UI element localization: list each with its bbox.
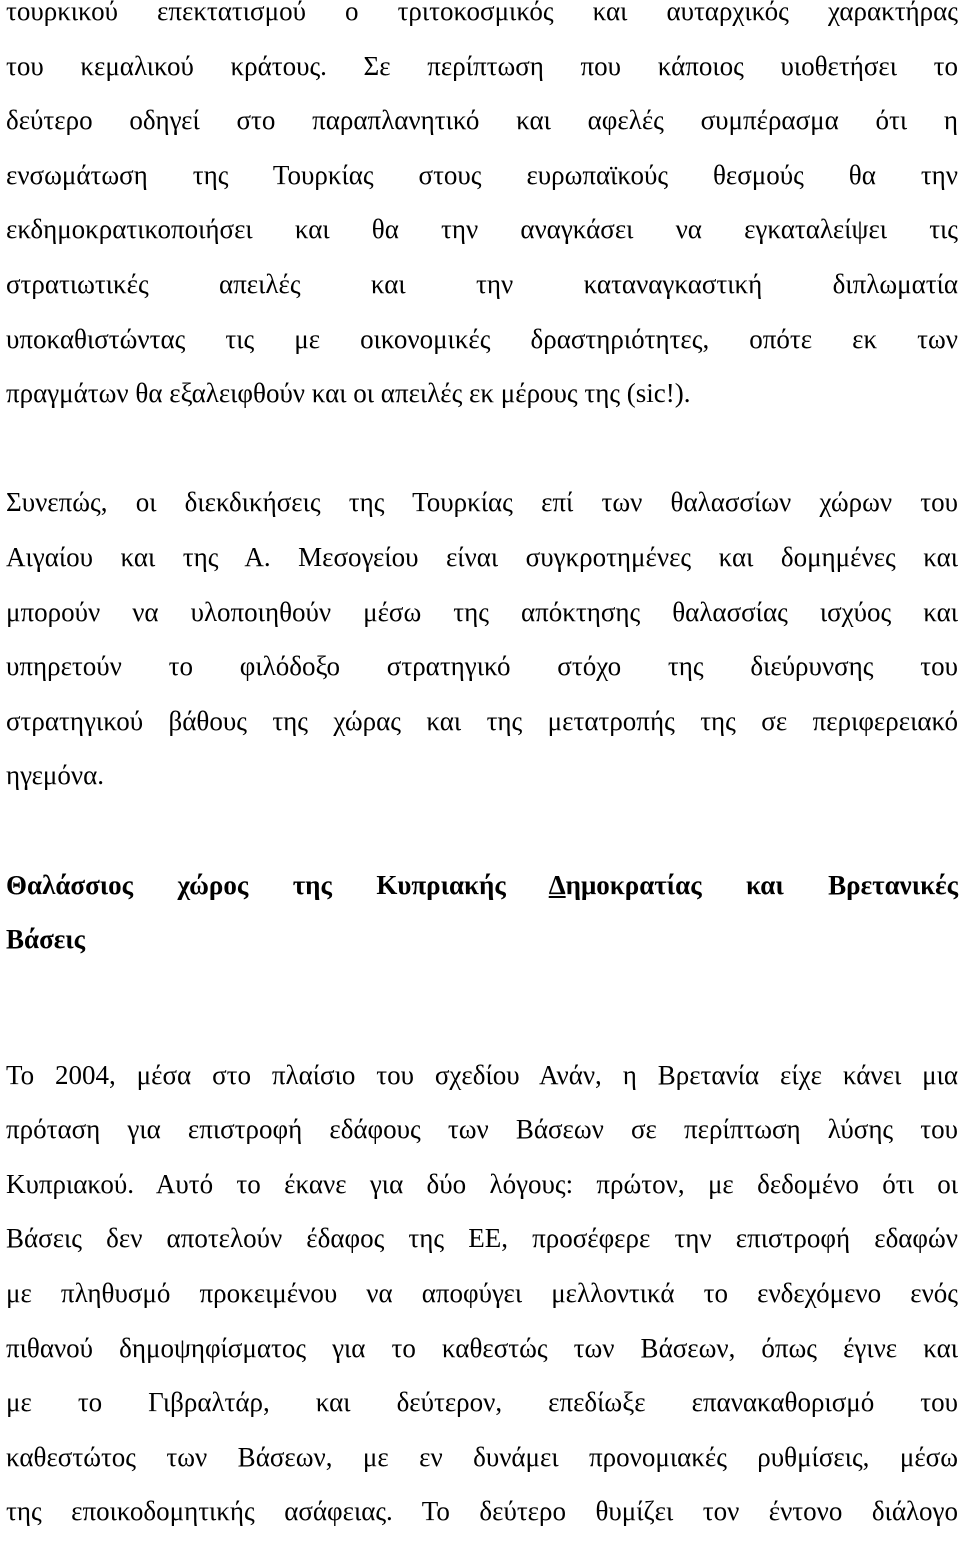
text-line: Βάσεις δεν αποτελούν έδαφος της ΕΕ, προσέφερε την επιστροφή εδαφών: [6, 1223, 958, 1254]
text-line: υπηρετούν το φιλόδοξο στρατηγικό στόχο της διεύρυνσης του: [6, 651, 958, 682]
text-line: εκδημοκρατικοποιήσει και θα την αναγκάσει να εγκαταλείψει τις: [6, 214, 958, 245]
heading-line: [6, 858, 958, 913]
text-line: του κεμαλικού κράτους. Σε περίπτωση που κάποιος υιοθετήσει το: [6, 50, 958, 81]
text-line: μπορούν να υλοποιηθούν μέσω της απόκτησης θαλασσίας ισχύος και: [6, 596, 958, 627]
text-line: πρόταση για επιστροφή εδάφους των Βάσεων σε περίπτωση λύσης του: [6, 1114, 958, 1145]
text-line: πιθανού δημοψηφίσματος για το καθεστώς των Βάσεων, όπως έγινε και: [6, 1332, 958, 1363]
text-line: τουρκικού επεκτατισμού ο τριτοκοσμικός και αυταρχικός χαρακτήρας: [6, 0, 958, 26]
text-line: υποκαθιστώντας τις με οικονομικές δραστηριότητες, οπότε εκ των: [6, 323, 958, 354]
heading-text: Θαλάσσιος χώρος της Κυπριακής: [6, 869, 549, 900]
text-line: πραγμάτων θα εξαλειφθούν και οι απειλές εκ μέρους της (sic!).: [6, 378, 691, 409]
paragraph-turkish-expansionism: [6, 0, 958, 421]
paragraph-annan-plan: [6, 1048, 958, 1539]
paragraph-spacer: [6, 803, 958, 858]
document-page: [6, 0, 958, 1539]
text-line: Συνεπώς, οι διεκδικήσεις της Τουρκίας επί των θαλασσίων χώρων του: [6, 487, 958, 518]
text-line: με το Γιβραλτάρ, και δεύτερον, επεδίωξε επανακαθορισμό του: [6, 1387, 958, 1418]
text-line: Κυπριακού. Αυτό το έκανε για δύο λόγους: πρώτον, με δεδομένο ότι οι: [6, 1168, 958, 1199]
text-line: της εποικοδομητικής ασάφειας. Το δεύτερο θυμίζει τον έντονο διάλογο: [6, 1496, 958, 1527]
text-line: στρατιωτικές απειλές και την καταναγκαστική διπλωματία: [6, 268, 958, 299]
text-line: δεύτερο οδηγεί στο παραπλανητικό και αφελές συμπέρασμα ότι η: [6, 105, 958, 136]
text-line: καθεστώτος των Βάσεων, με εν δυνάμει προνομιακές ρυθμίσεις, μέσω: [6, 1441, 958, 1472]
text-line: Το 2004, μέσα στο πλαίσιο του σχεδίου Ανάν, η Βρετανία είχε κάνει μια: [6, 1059, 958, 1090]
text-line: ενσωμάτωση της Τουρκίας στους ευρωπαϊκούς θεσμούς θα την: [6, 159, 958, 190]
heading-underlined-letter: Δ: [548, 869, 566, 900]
section-heading: [6, 858, 958, 967]
text-line: στρατηγικού βάθους της χώρας και της μετατροπής της σε περιφερειακό: [6, 705, 958, 736]
text-line: Αιγαίου και της Α. Μεσογείου είναι συγκροτημένες και δομημένες και: [6, 541, 958, 572]
heading-text: ημοκρατίας και Βρετανικές: [565, 869, 958, 900]
paragraph-spacer: [6, 967, 958, 1048]
text-line: ηγεμόνα.: [6, 760, 105, 791]
heading-line: Βάσεις: [6, 924, 86, 955]
paragraph-turkish-claims: [6, 475, 958, 803]
paragraph-spacer: [6, 421, 958, 476]
text-line: με πληθυσμό προκειμένου να αποφύγει μελλοντικά το ενδεχόμενο ενός: [6, 1278, 958, 1309]
